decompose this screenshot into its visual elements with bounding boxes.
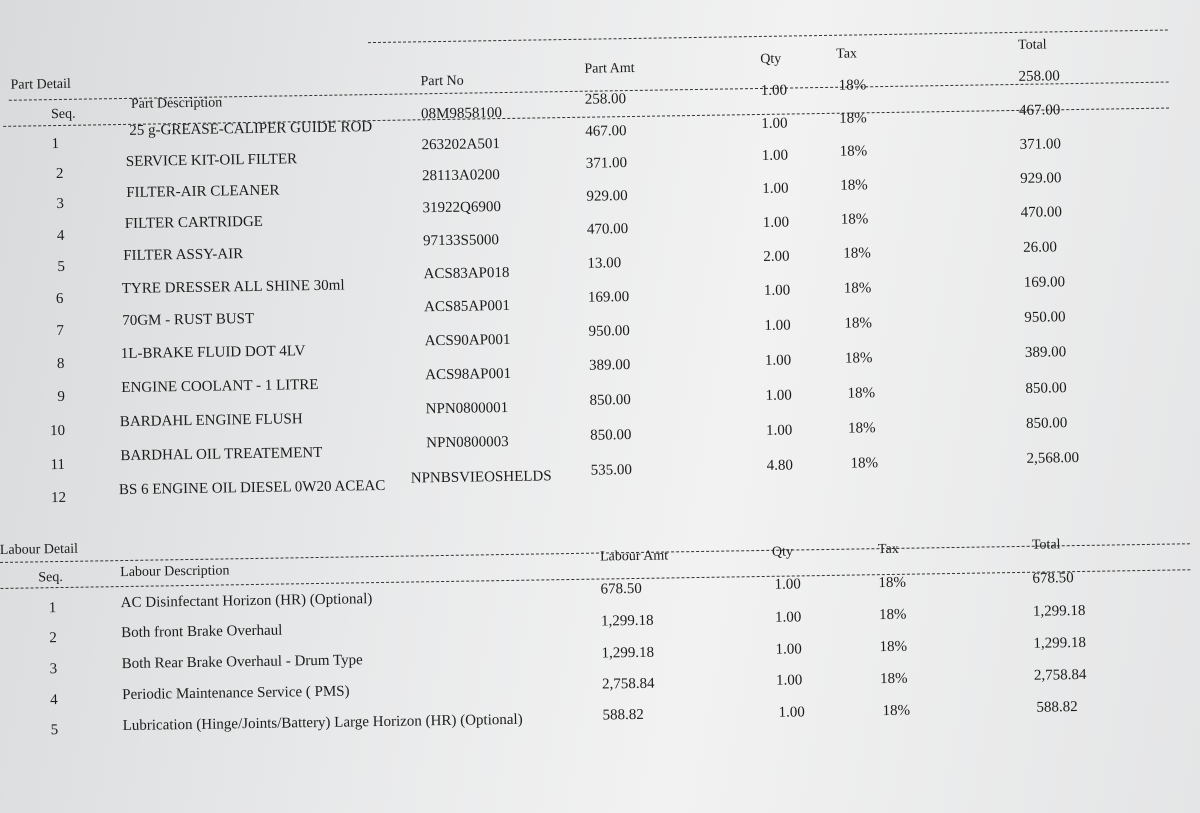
part-no-cell: ACS83AP018	[423, 264, 510, 283]
qty-cell: 1.00	[775, 641, 802, 658]
qty-cell: 1.00	[763, 282, 791, 299]
description-cell: Periodic Maintenance Service ( PMS)	[122, 683, 350, 704]
tax-cell: 18%	[878, 574, 907, 592]
tax-cell: 18%	[840, 211, 869, 228]
description-cell: AC Disinfectant Horizon (HR) (Optional)	[120, 591, 373, 612]
tax-cell: 18%	[847, 420, 876, 437]
part-header-amount: Part Amt	[584, 60, 635, 77]
part-no-cell: ACS90AP001	[424, 331, 511, 350]
labour-header-total: Total	[1031, 537, 1061, 553]
tax-cell: 18%	[879, 638, 908, 656]
part-no-cell: 31922Q6900	[422, 199, 502, 217]
seq-cell: 4	[50, 692, 58, 709]
amount-cell: 371.00	[585, 155, 628, 172]
amount-cell: 258.00	[584, 91, 627, 108]
tax-cell: 18%	[847, 385, 876, 402]
total-cell: 678.50	[1032, 570, 1074, 587]
qty-cell: 4.80	[766, 457, 794, 474]
seq-cell: 10	[49, 422, 66, 440]
total-cell: 258.00	[1018, 68, 1060, 85]
amount-cell: 850.00	[590, 427, 632, 444]
part-no-cell: 97133S5000	[422, 232, 500, 250]
part-no-cell: 08M9858100	[420, 105, 503, 123]
tax-cell: 18%	[844, 350, 873, 367]
description-cell: SERVICE KIT-OIL FILTER	[125, 151, 298, 170]
seq-cell: 3	[49, 661, 58, 678]
seq-cell: 1	[48, 600, 57, 617]
qty-cell: 1.00	[765, 387, 792, 404]
amount-cell: 467.00	[585, 123, 627, 140]
amount-cell: 13.00	[587, 255, 622, 272]
tax-cell: 18%	[850, 455, 879, 472]
tax-cell: 18%	[839, 143, 868, 160]
seq-cell: 1	[51, 135, 60, 153]
seq-cell: 3	[56, 195, 65, 213]
tax-cell: 18%	[843, 245, 871, 262]
qty-cell: 1.00	[762, 180, 789, 197]
tax-cell: 18%	[882, 702, 911, 720]
part-no-cell: ACS85AP001	[423, 297, 511, 316]
description-cell: 1L-BRAKE FLUID DOT 4LV	[120, 343, 306, 363]
total-cell: 389.00	[1024, 344, 1067, 361]
qty-cell: 1.00	[760, 82, 788, 99]
amount-cell: 1,299.18	[600, 612, 654, 630]
qty-cell: 1.00	[762, 214, 790, 231]
amount-cell: 588.82	[602, 706, 644, 724]
qty-cell: 1.00	[764, 352, 792, 369]
description-cell: FILTER CARTRIDGE	[124, 213, 264, 232]
part-no-cell: NPN0800003	[426, 433, 509, 452]
seq-cell: 4	[56, 227, 65, 245]
part-no-cell: NPNBSVIEOSHELDS	[410, 468, 552, 487]
description-cell: ENGINE COOLANT - 1 LITRE	[121, 376, 319, 397]
amount-cell: 2,758.84	[601, 675, 655, 693]
description-cell: Both Rear Brake Overhaul - Drum Type	[121, 652, 363, 673]
qty-cell: 1.00	[774, 609, 802, 626]
labour-header-tax: Tax	[877, 541, 899, 558]
total-cell: 470.00	[1020, 204, 1063, 221]
total-cell: 929.00	[1020, 170, 1062, 187]
description-cell: Lubrication (Hinge/Joints/Battery) Large Horizon (HR) (Optional)	[122, 711, 523, 735]
part-no-cell: 28113A0200	[421, 167, 500, 185]
total-cell: 169.00	[1023, 274, 1066, 291]
amount-cell: 470.00	[586, 221, 629, 238]
total-cell: 2,568.00	[1026, 450, 1080, 467]
amount-cell: 850.00	[589, 392, 631, 409]
tax-cell: 18%	[839, 110, 867, 127]
description-cell: FILTER-AIR CLEANER	[126, 182, 280, 201]
tax-cell: 18%	[878, 606, 907, 624]
part-header-part-no: Part No	[420, 73, 464, 90]
total-cell: 26.00	[1023, 239, 1058, 256]
amount-cell: 1,299.18	[601, 644, 655, 662]
part-no-cell: 263202A501	[421, 136, 501, 154]
part-top-rule	[368, 30, 1168, 44]
qty-cell: 1.00	[774, 576, 801, 593]
seq-cell: 6	[55, 290, 64, 308]
total-cell: 2,758.84	[1033, 666, 1087, 684]
tax-cell: 18%	[843, 280, 872, 297]
total-cell: 588.82	[1036, 699, 1078, 716]
part-header-description: Part Description	[130, 95, 223, 112]
seq-cell: 5	[50, 722, 59, 739]
amount-cell: 535.00	[590, 462, 633, 479]
part-detail-title: Part Detail	[10, 76, 71, 93]
tax-cell: 18%	[879, 670, 908, 688]
labour-header-qty: Qty	[771, 544, 794, 560]
seq-cell: 12	[50, 489, 67, 507]
qty-cell: 1.00	[761, 115, 788, 132]
qty-cell: 2.00	[763, 248, 790, 265]
qty-cell: 1.00	[765, 422, 793, 439]
labour-header-description: Labour Description	[120, 563, 230, 581]
amount-cell: 169.00	[587, 289, 630, 306]
qty-cell: 1.00	[764, 317, 791, 334]
description-cell: BARDHAL OIL TREATEMENT	[120, 444, 323, 465]
seq-cell: 9	[57, 388, 66, 406]
total-cell: 371.00	[1019, 136, 1062, 153]
part-no-cell: ACS98AP001	[425, 365, 512, 384]
total-cell: 1,299.18	[1033, 634, 1087, 652]
amount-cell: 950.00	[588, 323, 630, 340]
seq-cell: 8	[56, 355, 65, 373]
labour-header-seq: Seq.	[38, 569, 63, 586]
part-header-total: Total	[1017, 37, 1047, 53]
seq-cell: 2	[49, 630, 57, 647]
part-no-cell: NPN0800001	[425, 399, 509, 418]
amount-cell: 678.50	[600, 580, 642, 598]
seq-cell: 2	[55, 165, 64, 183]
description-cell: BARDAHL ENGINE FLUSH	[119, 411, 303, 431]
description-cell: Both front Brake Overhaul	[121, 622, 283, 642]
part-header-qty: Qty	[760, 51, 782, 67]
part-header-tax: Tax	[836, 46, 858, 62]
description-cell: BS 6 ENGINE OIL DIESEL 0W20 ACEAC	[118, 477, 386, 499]
description-cell: 25 g-GREASE-CALIPER GUIDE ROD	[129, 119, 373, 139]
amount-cell: 389.00	[588, 357, 631, 374]
labour-detail-title: Labour Detail	[0, 541, 79, 558]
amount-cell: 929.00	[586, 188, 628, 205]
total-cell: 950.00	[1024, 309, 1066, 326]
total-cell: 1,299.18	[1032, 602, 1086, 620]
description-cell: 70GM - RUST BUST	[122, 310, 255, 330]
description-cell: TYRE DRESSER ALL SHINE 30ml	[121, 277, 345, 298]
labour-header-amount: Labour Amt	[599, 548, 669, 565]
qty-cell: 1.00	[778, 704, 805, 721]
tax-cell: 18%	[844, 315, 873, 332]
labour-header-rule-top	[0, 543, 1190, 563]
seq-cell: 5	[57, 258, 66, 276]
qty-cell: 1.00	[761, 147, 789, 164]
total-cell: 850.00	[1025, 415, 1068, 432]
total-cell: 850.00	[1025, 380, 1067, 397]
qty-cell: 1.00	[775, 672, 803, 689]
seq-cell: 11	[50, 456, 66, 474]
tax-cell: 18%	[840, 177, 868, 194]
seq-cell: 7	[56, 322, 65, 340]
description-cell: FILTER ASSY-AIR	[123, 246, 244, 264]
part-header-seq: Seq.	[50, 106, 76, 123]
tax-cell: 18%	[838, 77, 867, 94]
total-cell: 467.00	[1018, 102, 1061, 119]
